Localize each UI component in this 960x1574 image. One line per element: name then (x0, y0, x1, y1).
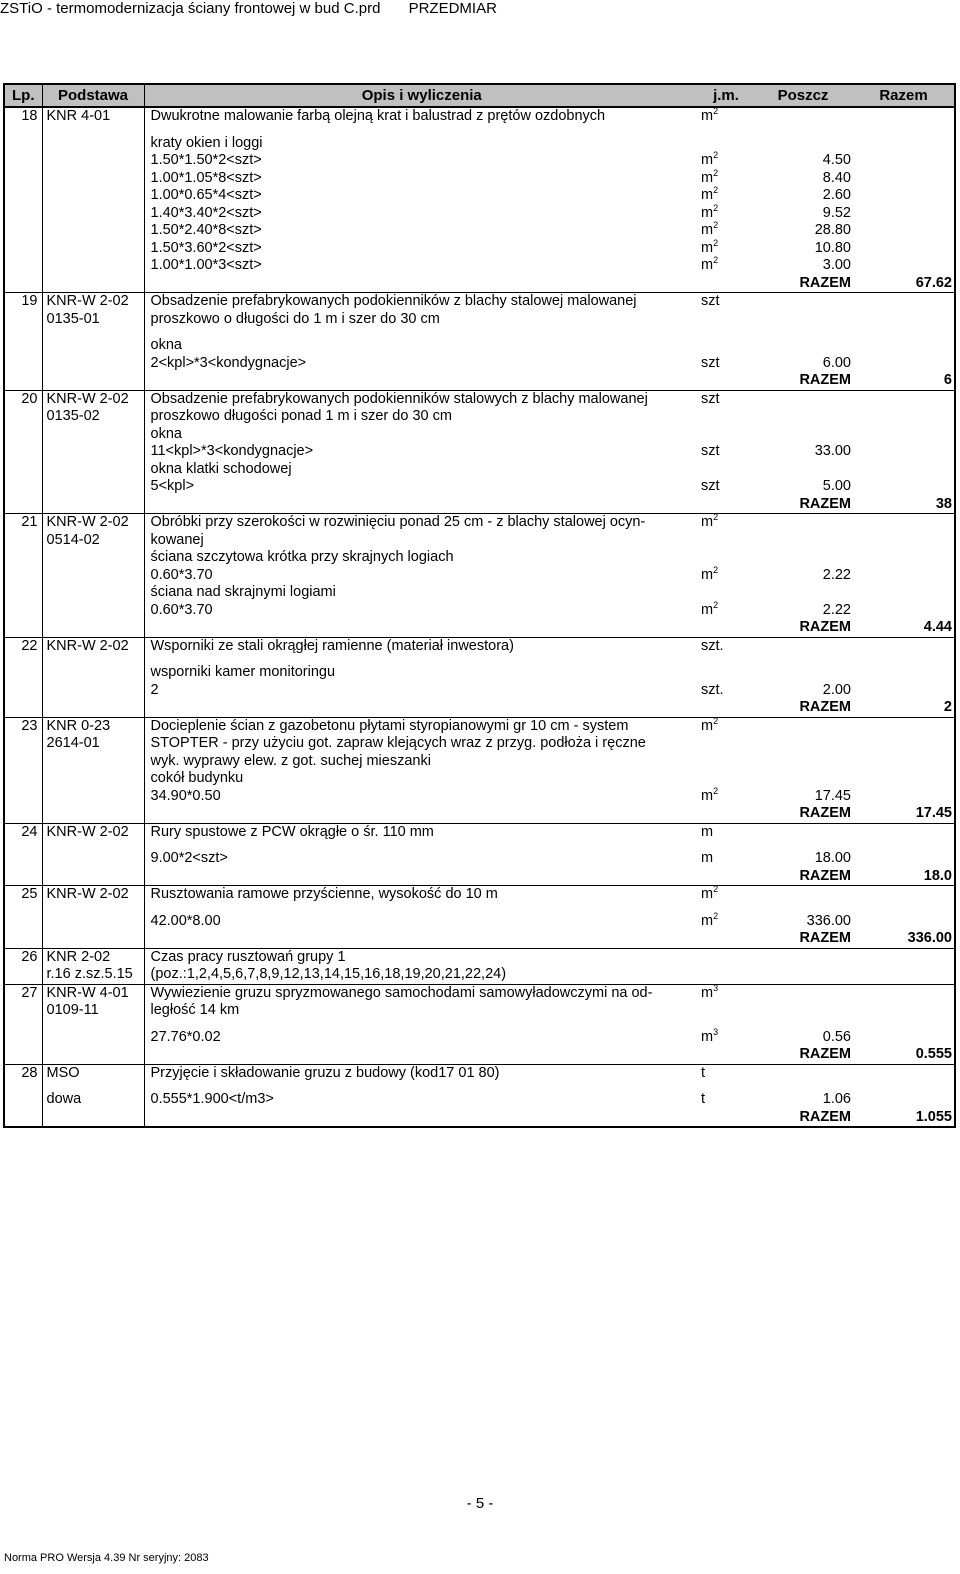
calc-line: 42.00*8.00 (150, 912, 221, 929)
unit-label: t (701, 1064, 706, 1081)
table-row (4, 655, 955, 664)
partial-value: 17.45 (814, 787, 851, 804)
calc-line: Wsporniki ze stali okrągłej ramienne (materiał inwestora) (150, 637, 514, 654)
table-row (4, 240, 955, 258)
partial-value (753, 426, 851, 444)
table-row (4, 637, 955, 655)
unit-label: $m^2$ (701, 910, 719, 929)
table-row (4, 126, 955, 135)
unit-label: $m^2$ (701, 167, 719, 186)
partial-value (753, 584, 851, 602)
table-row (4, 390, 955, 408)
item-base: KNR-W 2-02 (46, 823, 129, 840)
calc-line: 34.90*0.50 (150, 787, 221, 804)
item-number: 20 (21, 390, 38, 407)
calc-line: Czas pracy rusztowań grupy 1 (150, 948, 346, 965)
table-row (4, 496, 955, 514)
calc-line: STOPTER - przy użyciu got. zapraw klejących wraz z przyg. podłoża i ręczne (150, 735, 646, 751)
item-base: KNR-W 2-02 (46, 293, 129, 309)
table-row (4, 717, 955, 735)
table-row (4, 753, 955, 771)
partial-value: 18.00 (814, 850, 851, 866)
col-podstawa: Podstawa (42, 84, 144, 107)
item-number: 25 (21, 886, 38, 902)
item-base: 0514-02 (46, 531, 100, 548)
partial-value: 5.00 (822, 478, 851, 494)
calc-line: Docieplenie ścian z gazobetonu płytami styropianowymi gr 10 cm - system (150, 717, 629, 734)
table-row (4, 205, 955, 223)
partial-value (753, 770, 851, 788)
razem-label: RAZEM (799, 699, 851, 715)
table-row (4, 478, 955, 496)
calc-line: (poz.:1,2,4,5,6,7,8,9,12,13,14,15,16,18,19,20,21,22,24) (150, 966, 507, 982)
partial-value: 10.80 (814, 239, 851, 256)
calc-line: 2 (150, 681, 159, 698)
partial-value: 3.00 (822, 257, 851, 273)
calc-line: Rusztowania ramowe przyścienne, wysokość do 10 m (150, 886, 498, 902)
calc-line: 0.555*1.900<t/m3> (150, 1091, 274, 1107)
table-row (4, 1002, 955, 1020)
partial-value: 336.00 (806, 912, 851, 929)
partial-value (753, 549, 851, 567)
item-base: MSO (46, 1064, 80, 1081)
calc-line: cokół budynku (150, 770, 244, 786)
table-row (4, 850, 955, 868)
razem-label: RAZEM (799, 867, 851, 884)
razem-label: RAZEM (799, 930, 851, 946)
table-row (4, 1020, 955, 1029)
item-base: 0109-11 (46, 1002, 99, 1018)
table-row (4, 1082, 955, 1091)
table-row (4, 948, 955, 966)
item-base: 2614-01 (46, 735, 100, 751)
calc-line: 2<kpl>*3<kondygnacje> (150, 354, 307, 371)
razem-value: 67.62 (915, 274, 952, 291)
calc-line: 1.50*1.50*2<szt> (150, 152, 262, 168)
item-number: 22 (21, 637, 38, 654)
przedmiar-table (3, 83, 956, 1128)
unit-label: m (701, 823, 714, 840)
table-row (4, 135, 955, 153)
table-row (4, 619, 955, 637)
table-row (4, 1064, 955, 1082)
calc-line: wyk. wyprawy elew. z got. suchej mieszanki (150, 752, 431, 769)
razem-label: RAZEM (799, 274, 851, 291)
razem-value: 336.00 (907, 930, 952, 946)
unit-label: szt (701, 354, 720, 371)
calc-line: Obsadzenie prefabrykowanych podokienników z blachy stalowej malowanej (150, 293, 637, 309)
col-jm: j.m. (699, 84, 753, 107)
partial-value: 8.40 (822, 169, 851, 186)
item-base: r.16 z.sz.5.15 (46, 966, 133, 982)
calc-line: Wywiezienie gruzu spryzmowanego samochodami samowyładowczymi na od- (150, 984, 653, 1001)
partial-value: 9.52 (822, 204, 851, 221)
calc-line: 11<kpl>*3<kondygnacje> (150, 443, 314, 459)
partial-value: 2.60 (822, 187, 851, 203)
calc-line: okna (150, 337, 182, 353)
table-row (4, 699, 955, 717)
razem-value: 38 (935, 495, 952, 512)
item-base: KNR 4-01 (46, 108, 111, 124)
item-base: 0135-01 (46, 310, 100, 327)
col-poszcz: Poszcz (753, 84, 853, 107)
partial-value: 2.22 (822, 566, 851, 583)
table-row (4, 664, 955, 682)
table-row (4, 1029, 955, 1047)
calc-line: 1.50*2.40*8<szt> (150, 222, 262, 238)
unit-label: $m^2$ (701, 884, 719, 902)
unit-label: $m^2$ (701, 106, 719, 124)
calc-line: 9.00*2<szt> (150, 850, 228, 866)
calc-line: 5<kpl> (150, 478, 195, 494)
unit-label: $m^2$ (701, 237, 719, 256)
document-header (0, 0, 521, 17)
table-row (4, 805, 955, 823)
footer-text: Norma PRO Wersja 4.39 Nr seryjny: 2083 (4, 1552, 209, 1564)
calc-line: wsporniki kamer monitoringu (150, 664, 336, 680)
item-number: 21 (21, 514, 38, 530)
table-row (4, 770, 955, 788)
item-number: 24 (21, 823, 38, 840)
table-row (4, 408, 955, 426)
table-row (4, 328, 955, 337)
calc-line: 27.76*0.02 (150, 1028, 221, 1045)
partial-value (753, 664, 851, 682)
unit-label: t (701, 1091, 706, 1107)
item-base: KNR 0-23 (46, 717, 111, 734)
table-row (4, 461, 955, 479)
razem-value: 18.0 (923, 867, 952, 884)
unit-label: szt (701, 478, 720, 494)
calc-line: Obsadzenie prefabrykowanych podokienników stalowych z blachy malowanej (150, 390, 648, 407)
razem-value: 0.555 (915, 1046, 952, 1062)
table-row (4, 372, 955, 390)
table-row (4, 549, 955, 567)
partial-value: 0.56 (822, 1028, 851, 1045)
col-lp: Lp. (4, 84, 42, 107)
unit-label: $m^2$ (701, 255, 719, 273)
partial-value (753, 337, 851, 355)
unit-label: $m^2$ (701, 202, 719, 221)
table-row (4, 275, 955, 293)
calc-line: okna klatki schodowej (150, 460, 292, 477)
unit-label: $m^2$ (701, 512, 719, 530)
item-number: 18 (21, 108, 38, 124)
unit-label: m (701, 850, 714, 866)
partial-value: 2.22 (822, 601, 851, 618)
razem-label: RAZEM (799, 1046, 851, 1062)
item-base: dowa (46, 1091, 82, 1107)
table-row (4, 107, 955, 126)
table-row (4, 1091, 955, 1109)
calc-line: ściana szczytowa krótka przy skrajnych logiach (150, 549, 454, 565)
table-row (4, 514, 955, 532)
table-row (4, 257, 955, 275)
razem-label: RAZEM (799, 805, 851, 821)
calc-line: kowanej (150, 531, 204, 548)
calc-line: proszkowo długości ponad 1 m i szer do 30 cm (150, 408, 452, 424)
item-base: 0135-02 (46, 408, 100, 424)
table-row (4, 966, 955, 984)
table-row (4, 868, 955, 886)
calc-line: 1.50*3.60*2<szt> (150, 239, 262, 256)
table-row (4, 841, 955, 850)
razem-label: RAZEM (799, 495, 851, 512)
table-row (4, 532, 955, 550)
item-number: 27 (21, 984, 38, 1001)
calc-line: 1.40*3.40*2<szt> (150, 204, 262, 221)
partial-value: 33.00 (814, 443, 851, 459)
table-row (4, 152, 955, 170)
col-razem: Razem (853, 84, 955, 107)
calc-line: 0.60*3.70 (150, 566, 213, 583)
calc-line: 1.00*0.65*4<szt> (150, 187, 262, 203)
calc-line: kraty okien i loggi (150, 134, 263, 151)
partial-value: 6.00 (822, 354, 851, 371)
razem-label: RAZEM (799, 619, 851, 635)
partial-value: 4.50 (822, 152, 851, 168)
item-base: KNR 2-02 (46, 948, 111, 965)
item-base: KNR-W 2-02 (46, 390, 129, 407)
partial-value (753, 461, 851, 479)
page-number: - 5 - (466, 1495, 494, 1512)
table-row (4, 886, 955, 904)
unit-label: szt (701, 293, 720, 309)
unit-label: $m^2$ (701, 599, 719, 618)
unit-label: $m^3$ (701, 982, 719, 1001)
table-row (4, 337, 955, 355)
calc-line: ściana nad skrajnymi logiami (150, 584, 336, 600)
razem-label: RAZEM (799, 372, 851, 388)
razem-label: RAZEM (799, 1108, 851, 1125)
partial-value: 1.06 (822, 1091, 851, 1107)
item-number: 23 (21, 717, 38, 734)
calc-line: Przyjęcie i składowanie gruzu z budowy (kod17 01 80) (150, 1064, 500, 1081)
table-header-row (4, 84, 955, 107)
unit-label: $m^2$ (701, 715, 719, 734)
table-row (4, 904, 955, 913)
col-opis: Opis i wyliczenia (144, 84, 699, 107)
unit-label: $m^2$ (701, 220, 719, 238)
item-base: KNR-W 2-02 (46, 514, 129, 530)
table-row (4, 426, 955, 444)
table-row (4, 1046, 955, 1064)
razem-value: 17.45 (915, 805, 952, 821)
razem-value: 4.44 (923, 619, 952, 635)
unit-label: $m^2$ (701, 185, 719, 203)
calc-line: proszkowo o długości do 1 m i szer do 30 cm (150, 310, 440, 327)
table-row (4, 311, 955, 329)
calc-line: 1.00*1.05*8<szt> (150, 169, 262, 186)
table-row (4, 222, 955, 240)
table-row (4, 984, 955, 1002)
calc-line: Obróbki przy szerokości w rozwinięciu ponad 25 cm - z blachy stalowej ocyn- (150, 514, 646, 530)
table-row (4, 788, 955, 806)
razem-value: 1.055 (915, 1108, 952, 1125)
partial-value (753, 135, 851, 153)
table-row (4, 443, 955, 461)
table-row (4, 187, 955, 205)
unit-label: szt (701, 443, 720, 459)
partial-value: 2.00 (822, 681, 851, 698)
unit-label: szt (701, 390, 720, 407)
table-row (4, 682, 955, 700)
calc-line: okna (150, 425, 182, 442)
unit-label: $m^2$ (701, 564, 719, 583)
table-row (4, 930, 955, 948)
item-number: 26 (21, 948, 38, 965)
unit-label: $m^2$ (701, 785, 719, 804)
unit-label: $m^3$ (701, 1026, 719, 1045)
document-tab: PRZEDMIAR (408, 0, 497, 17)
calc-line: 0.60*3.70 (150, 601, 213, 618)
calc-line: Rury spustowe z PCW okrągłe o śr. 110 mm (150, 823, 434, 840)
item-number: 28 (21, 1064, 38, 1081)
table-row (4, 170, 955, 188)
table-row (4, 293, 955, 311)
document-title: ZSTiO - termomodernizacja ściany frontowej w bud C.prd (0, 0, 381, 17)
item-base: KNR-W 4-01 (46, 984, 129, 1001)
razem-value: 6 (943, 372, 952, 388)
unit-label: $m^2$ (701, 150, 719, 168)
table-row (4, 823, 955, 841)
table-row (4, 584, 955, 602)
table-row (4, 567, 955, 585)
item-base: KNR-W 2-02 (46, 637, 129, 654)
calc-line: Dwukrotne malowanie farbą olejną krat i balustrad z prętów ozdobnych (150, 108, 606, 124)
table-row (4, 355, 955, 373)
unit-label: szt. (701, 681, 724, 698)
item-number: 19 (21, 293, 38, 309)
table-row (4, 913, 955, 931)
unit-label: szt. (701, 637, 724, 654)
table-row (4, 602, 955, 620)
table-row (4, 1109, 955, 1128)
calc-line: ległość 14 km (150, 1002, 240, 1018)
partial-value: 28.80 (814, 222, 851, 238)
item-base: KNR-W 2-02 (46, 886, 129, 902)
razem-value: 2 (943, 699, 952, 715)
calc-line: 1.00*1.00*3<szt> (150, 257, 262, 273)
table-row (4, 735, 955, 753)
